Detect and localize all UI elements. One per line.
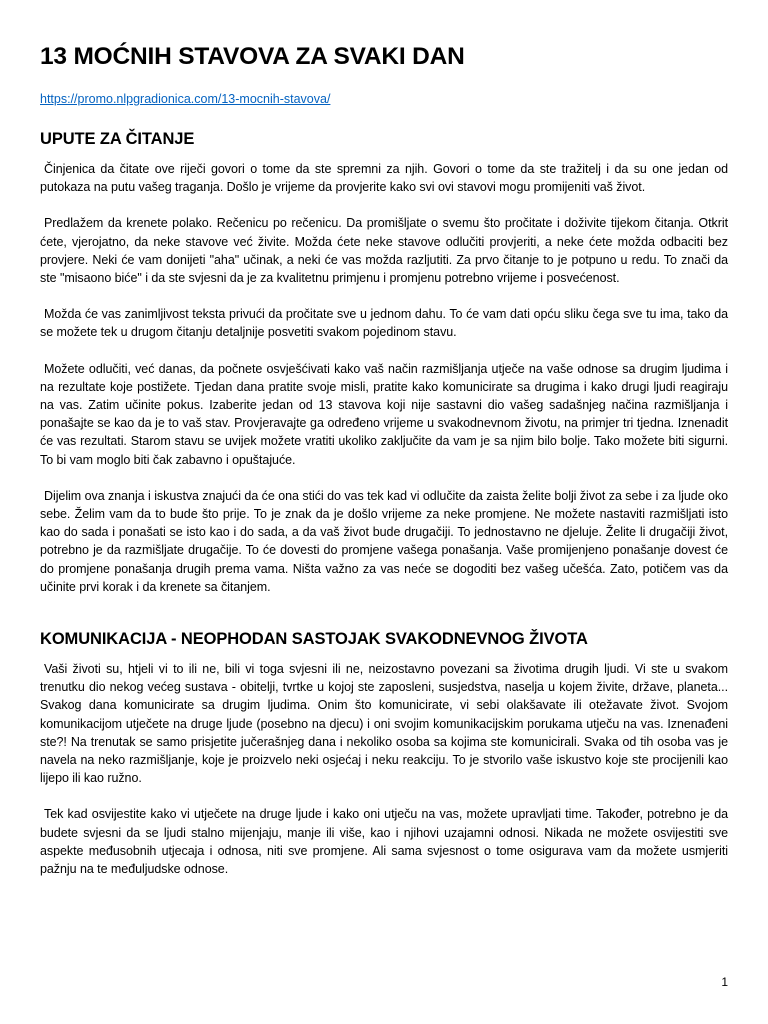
paragraph: Činjenica da čitate ove riječi govori o tome da ste spremni za njih. Govori o tome da ste tražitelj i da su one jedan od putokaza na putu vašeg traganja. Došlo je vrijeme da provjerite kako svi ovi stavovi mogu promijeniti vaš život. <box>40 162 728 195</box>
paragraph: Dijelim ova znanja i iskustva znajući da će ona stići do vas tek kad vi odlučite da zaista želite bolji život za sebe i za ljude oko sebe. Želim vam da to bude što prije. To je znak da je došlo vrijeme za neke promjene. Ne možete nastaviti razmišljati isto kao do sada i ponašati se isto kao i do sada, a da vaš život bude drugačiji. To jednostavno ne djeluje. Želite li drugačiji život, potrebno je da razmišljate drugačije. To će dovesti do promjene vašega ponašanja. Vaše promijenjeno ponašanje dovest će do promjene ponašanja drugih prema vama. Ništa važno za vas neće se dogoditi bez vašeg učešća. Zato, potičem vas da učinite prvi korak i da krenete sa čitanjem. <box>40 488 728 594</box>
paragraph: Možda će vas zanimljivost teksta privući da pročitate sve u jednom dahu. To će vam dati opću sliku čega sve tu ima, tako da se možete tek u drugom čitanju detaljnije posvetiti svakom pojedinom stavu. <box>40 307 728 340</box>
section-heading: KOMUNIKACIJA - NEOPHODAN SASTOJAK SVAKODNEVNOG ŽIVOTA <box>40 630 588 649</box>
section-reading-instructions <box>40 128 728 596</box>
paragraph: Vaši životi su, htjeli vi to ili ne, bili vi toga svjesni ili ne, neizostavno povezani sa životima drugih ljudi. Vi ste u svakom trenutku dio nekog većeg sustava - obitelji, tvrtke u kojoj ste zaposleni, susjedstva, naselja u kojem živite, države, planeta... Svakog dana komunicirate sa drugim ljudima. Onim što komunicirate, vi sebi olakšavate ili otežavate život. Svojom komunikacijom utječete na druge ljude (posebno na djecu) i oni svojim komunikacijskim porukama utječu na vas. Iznenađeni ste?! Na trenutak se samo prisjetite jučerašnjeg dana i nekoliko osoba sa kojima ste komunicirali. Svaka od tih osoba vas je navela na neko razmišljanje, koje je proizvelo neki osjećaj i neku reakciju. To je stvorilo vaše iskustvo koje ste procijenili kao lijepo ili kao ružno. <box>40 662 728 786</box>
paragraph: Tek kad osvijestite kako vi utječete na druge ljude i kako oni utječu na vas, možete upravljati time. Također, potrebno je da budete svjesni da se ljudi stalno mijenjaju, manje ili više, kao i njihovi uzajamni odnosi. Nikada ne možete osvijestiti sve aspekte međusobnih utjecaja i odnosa, niti sve promjene. Ali sama svjesnost o tome osigurava vam da možete usmjeriti pažnju na te međuljudske odnose. <box>40 807 728 877</box>
section-heading: UPUTE ZA ČITANJE <box>40 130 195 148</box>
paragraph: Možete odlučiti, već danas, da počnete osvješćivati kako vaš način razmišljanja utječe na vaše odnose sa drugim ljudima i na rezultate koje postižete. Tjedan dana pratite svoje misli, pratite kako komunicirate sa drugima i kako drugi ljudi reagiraju na vas. Zatim učinite pokus. Izaberite jedan od 13 stavova koji nije sastavni dio vašeg sadašnjeg načina razmišljanja i ponašajte se kao da je to vaš stav. Provjeravajte ga određeno vrijeme u svakodnevnom životu, na primjer tri tjedna. Iznenadit će vas rezultati. Starom stavu se uvijek možete vratiti ukoliko zaključite da vam je sa njim bilo bolje. Tako možete biti sigurni. To bi vam moglo biti čak zabavno i opuštajuće. <box>40 361 728 467</box>
source-link[interactable]: https://promo.nlpgradionica.com/13-mocnih-stavova/ <box>40 92 331 106</box>
paragraph: Predlažem da krenete polako. Rečenicu po rečenicu. Da promišljate o svemu što pročitate i doživite tijekom čitanja. Otkrit ćete, vjerojatno, da neke stavove već živite. Možda ćete neke stavove odlučiti provjeriti, a neke ćete možda odbaciti bez provjere. Neki će vam donijeti "aha" učinak, a neki će vas možda razljutiti. Za prvo čitanje to je potpuno u redu. To znači da ste "misaono biće" i da ste svjesni da je za kvalitetnu primjenu i promjenu potrebno vrijeme i posvećenost. <box>40 216 728 286</box>
section-communication <box>40 628 728 878</box>
page-number: 1 <box>721 975 728 989</box>
document-title: 13 MOĆNIH STAVOVA ZA SVAKI DAN <box>40 43 465 70</box>
